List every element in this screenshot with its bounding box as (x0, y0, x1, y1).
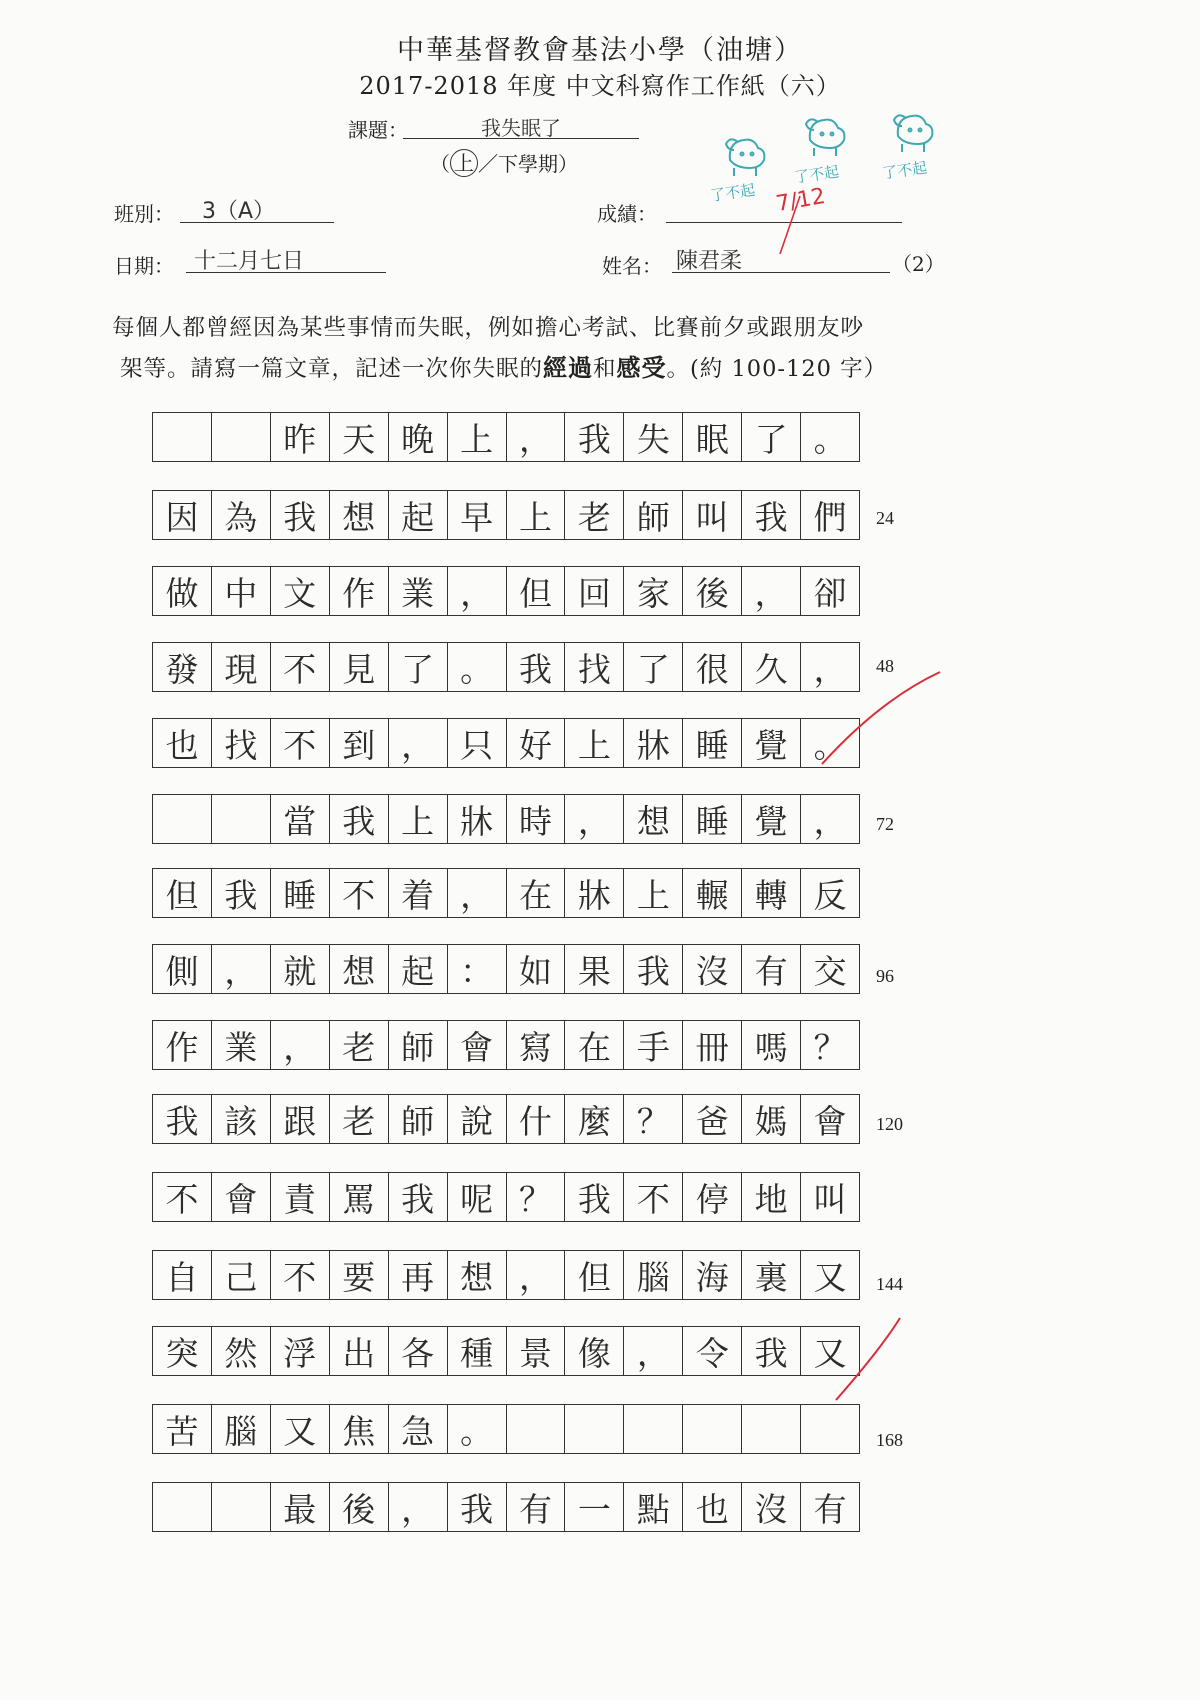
grid-cell: 找 (565, 643, 624, 691)
grid-cell: 晚 (389, 413, 448, 461)
topic-value: 我失眠了 (481, 116, 561, 140)
grid-cell: 了 (624, 643, 683, 691)
grid-cell: ？ (507, 1173, 566, 1221)
grid-cell: 昨 (271, 413, 330, 461)
word-count-48: 48 (876, 656, 894, 676)
grid-cell: 覺 (742, 719, 801, 767)
grid-cell: 牀 (565, 869, 624, 917)
grid-cell: 跟 (271, 1095, 330, 1143)
grid-cell: ， (507, 1251, 566, 1299)
grid-cell: 上 (624, 869, 683, 917)
grid-cell: 景 (507, 1327, 566, 1375)
grid-cell: 反 (813, 875, 847, 915)
grid-cell: 只 (448, 719, 507, 767)
grid-cell: 不 (271, 643, 330, 691)
grid-cell: 麼 (565, 1095, 624, 1143)
grid-cell: 會 (813, 1101, 847, 1141)
grid-cell: 該 (212, 1095, 271, 1143)
worksheet-subtitle: 2017-2018 年度 中文科寫作工作紙（六） (359, 72, 841, 100)
grid-cell: 起 (389, 491, 448, 539)
grid-cell: 時 (507, 795, 566, 843)
grid-cell: ， (389, 1483, 448, 1531)
grid-cell: 停 (683, 1173, 742, 1221)
grade-value: 7/12 (774, 183, 828, 218)
grid-cell: 卻 (813, 573, 847, 613)
grid-cell: 也 (683, 1483, 742, 1531)
grid-cell: 種 (448, 1327, 507, 1375)
grid-cell: 着 (389, 869, 448, 917)
grid-cell: 牀 (448, 795, 507, 843)
instructions-bold-1: 經過 (543, 353, 594, 382)
grid-cell: 什 (507, 1095, 566, 1143)
grid-cell: 我 (565, 413, 624, 461)
grid-cell: 令 (683, 1327, 742, 1375)
grid-cell: 睡 (271, 869, 330, 917)
grid-cell: 睡 (683, 719, 742, 767)
grid-cell: 說 (448, 1095, 507, 1143)
grid-cell: 各 (389, 1327, 448, 1375)
grid-cell: 因 (153, 491, 212, 539)
grid-cell: 現 (212, 643, 271, 691)
grid-cell: 突 (153, 1327, 212, 1375)
grid-cell: 最 (271, 1483, 330, 1531)
grid-cell: 不 (624, 1173, 683, 1221)
grid-cell: 我 (742, 1327, 801, 1375)
grid-cell: ？ (624, 1095, 683, 1143)
grid-cell: 焦 (330, 1405, 389, 1453)
grid-cell: 很 (683, 643, 742, 691)
word-count-168: 168 (876, 1430, 903, 1450)
grid-cell: 早 (448, 491, 507, 539)
grid-cell: ， (507, 413, 566, 461)
grid-cell: 會 (448, 1021, 507, 1069)
grid-cell: 像 (565, 1327, 624, 1375)
grid-cell: 寫 (507, 1021, 566, 1069)
grid-cell: 叫 (813, 1179, 847, 1219)
grid-cell: 呢 (448, 1173, 507, 1221)
term-rest: ／下學期） (478, 152, 578, 176)
school-title: 中華基督教會基法小學（油塘） (397, 35, 803, 66)
grid-cell: 不 (271, 719, 330, 767)
grid-cell: 老 (565, 491, 624, 539)
grid-cell: ， (389, 719, 448, 767)
grid-cell: 交 (813, 951, 847, 991)
grid-cell: 。 (448, 643, 507, 691)
correction-stroke-2 (836, 1318, 900, 1400)
date-value: 十二月七日 (194, 249, 305, 274)
grid-cell: 我 (507, 643, 566, 691)
grid-cell: 急 (389, 1405, 448, 1453)
grid-cell: ， (448, 869, 507, 917)
grid-cell: 想 (330, 491, 389, 539)
grid-cell: 師 (624, 491, 683, 539)
grid-cell: 又 (271, 1405, 330, 1453)
grid-cell: 又 (813, 1257, 847, 1297)
grid-cell: 又 (813, 1333, 847, 1373)
grid-cell: 天 (330, 413, 389, 461)
grid-cell: 睡 (683, 795, 742, 843)
grid-cell: 老 (330, 1021, 389, 1069)
grid-cell: 輾 (683, 869, 742, 917)
instructions-bold-2: 感受 (616, 353, 667, 382)
student-number: （2） (892, 252, 945, 276)
grade-label: 成績： (597, 202, 657, 226)
grid-cell: 地 (742, 1173, 801, 1221)
grid-cell: 海 (683, 1251, 742, 1299)
grid-cell: 老 (330, 1095, 389, 1143)
grid-cell: 們 (813, 497, 847, 537)
grid-cell: 要 (330, 1251, 389, 1299)
grid-cell: 作 (153, 1021, 212, 1069)
grid-cell: 發 (153, 643, 212, 691)
grid-cell: 眠 (683, 413, 742, 461)
grid-cell: 不 (153, 1173, 212, 1221)
grid-cell: 想 (448, 1251, 507, 1299)
grid-cell: 想 (624, 795, 683, 843)
grid-cell: 不 (271, 1251, 330, 1299)
grid-cell: 。 (813, 419, 847, 459)
grid-cell: 牀 (624, 719, 683, 767)
grid-cell: ， (813, 801, 847, 841)
grid-cell: 不 (330, 869, 389, 917)
grid-cell: 責 (271, 1173, 330, 1221)
grid-cell: ， (742, 567, 801, 615)
grid-cell: 業 (389, 567, 448, 615)
grid-cell: 失 (624, 413, 683, 461)
grid-cell: 好 (507, 719, 566, 767)
word-count-144: 144 (876, 1274, 903, 1294)
grid-cell: ， (565, 795, 624, 843)
term-circled: 上 (450, 149, 478, 177)
grid-cell: ： (448, 945, 507, 993)
grid-cell: 想 (330, 945, 389, 993)
class-value: 3（A） (202, 199, 276, 224)
grid-cell: 爸 (683, 1095, 742, 1143)
grid-cell: ， (271, 1021, 330, 1069)
grid-cell: 到 (330, 719, 389, 767)
grid-cell: ， (448, 567, 507, 615)
grid-cell: 腦 (212, 1405, 271, 1453)
grid-cell: 當 (271, 795, 330, 843)
grid-cell: 覺 (742, 795, 801, 843)
grid-cell: 也 (153, 719, 212, 767)
grid-cell: 會 (212, 1173, 271, 1221)
grid-cell: 我 (742, 491, 801, 539)
grid-cell: 我 (330, 795, 389, 843)
grid-cell: 沒 (683, 945, 742, 993)
stamp-3-text: 了不起 (881, 158, 929, 183)
grid-cell: 久 (742, 643, 801, 691)
grid-cell: 但 (565, 1251, 624, 1299)
grid-cell: 見 (330, 643, 389, 691)
grid-cell: 我 (565, 1173, 624, 1221)
grid-cell: 轉 (742, 869, 801, 917)
grid-cell: 師 (389, 1095, 448, 1143)
grid-cell: 我 (271, 491, 330, 539)
grid-cell: 。 (813, 725, 847, 765)
grid-cell: 叫 (683, 491, 742, 539)
grid-cell: 點 (624, 1483, 683, 1531)
grid-cell: 我 (212, 869, 271, 917)
grid-cell: 找 (212, 719, 271, 767)
grid-cell: 冊 (683, 1021, 742, 1069)
topic-label: 課題： (348, 118, 408, 142)
grid-cell: 。 (448, 1405, 507, 1453)
grid-cell: 我 (389, 1173, 448, 1221)
grid-cell: 嗎 (742, 1021, 801, 1069)
grid-cell: 上 (507, 491, 566, 539)
grid-cell: 在 (507, 869, 566, 917)
grid-cell: 再 (389, 1251, 448, 1299)
grid-cell: 回 (565, 567, 624, 615)
instructions-line-1: 每個人都曾經因為某些事情而失眠，例如擔心考試、比賽前夕或跟朋友吵 (112, 315, 865, 341)
grid-cell: ， (624, 1327, 683, 1375)
grid-cell: 業 (212, 1021, 271, 1069)
grid-cell: 但 (507, 567, 566, 615)
grid-cell: 罵 (330, 1173, 389, 1221)
grid-cell: 就 (271, 945, 330, 993)
instructions-text-a: 架等。請寫一篇文章，記述一次你失眠的 (120, 356, 544, 382)
grid-cell: 有 (507, 1483, 566, 1531)
grid-cell: 上 (448, 413, 507, 461)
grid-cell: 果 (565, 945, 624, 993)
grid-cell: 腦 (624, 1251, 683, 1299)
grid-cell: 有 (742, 945, 801, 993)
grid-cell: 在 (565, 1021, 624, 1069)
grid-cell: 起 (389, 945, 448, 993)
grid-cell: 但 (153, 869, 212, 917)
grid-cell: 媽 (742, 1095, 801, 1143)
grid-cell: 己 (212, 1251, 271, 1299)
grid-cell: 作 (330, 567, 389, 615)
grid-cell: 文 (271, 567, 330, 615)
grid-cell: 中 (212, 567, 271, 615)
correction-stroke-1 (822, 672, 940, 764)
grid-cell: 我 (448, 1483, 507, 1531)
grid-cell: 沒 (742, 1483, 801, 1531)
grid-cell: 上 (389, 795, 448, 843)
grid-cell: 後 (683, 567, 742, 615)
grid-cell: 苦 (153, 1405, 212, 1453)
instructions-text-b: 和 (593, 356, 617, 382)
grid-cell: 了 (389, 643, 448, 691)
grid-cell: ？ (813, 1027, 847, 1067)
grid-cell: ， (212, 945, 271, 993)
word-count-120: 120 (876, 1114, 903, 1134)
stamp-2-text: 了不起 (793, 162, 841, 187)
grid-cell: 如 (507, 945, 566, 993)
grid-cell: 一 (565, 1483, 624, 1531)
grid-cell: 上 (565, 719, 624, 767)
grid-cell: 側 (153, 945, 212, 993)
grid-cell: 家 (624, 567, 683, 615)
grid-cell: 手 (624, 1021, 683, 1069)
term-open: （ (430, 152, 450, 176)
grid-cell: 我 (624, 945, 683, 993)
grid-cell: 有 (813, 1489, 847, 1529)
grid-cell: 做 (153, 567, 212, 615)
name-value: 陳君柔 (676, 249, 743, 274)
word-count-24: 24 (876, 508, 894, 528)
grid-cell: ， (813, 649, 847, 689)
grid-cell: 後 (330, 1483, 389, 1531)
grid-cell: 裏 (742, 1251, 801, 1299)
word-count-96: 96 (876, 966, 894, 986)
instructions-text-c: 。(約 100-120 字） (666, 356, 888, 382)
name-label: 姓名： (602, 254, 662, 278)
class-label: 班別： (114, 202, 174, 226)
grid-cell: 師 (389, 1021, 448, 1069)
grade-slash (780, 196, 800, 254)
grid-cell: 自 (153, 1251, 212, 1299)
grid-cell: 我 (153, 1095, 212, 1143)
grid-cell: 為 (212, 491, 271, 539)
grid-cell: 出 (330, 1327, 389, 1375)
date-label: 日期： (114, 254, 174, 278)
stamp-1-text: 了不起 (709, 180, 757, 205)
grid-cell: 浮 (271, 1327, 330, 1375)
grid-cell: 然 (212, 1327, 271, 1375)
word-count-72: 72 (876, 814, 894, 834)
grid-cell: 了 (742, 413, 801, 461)
